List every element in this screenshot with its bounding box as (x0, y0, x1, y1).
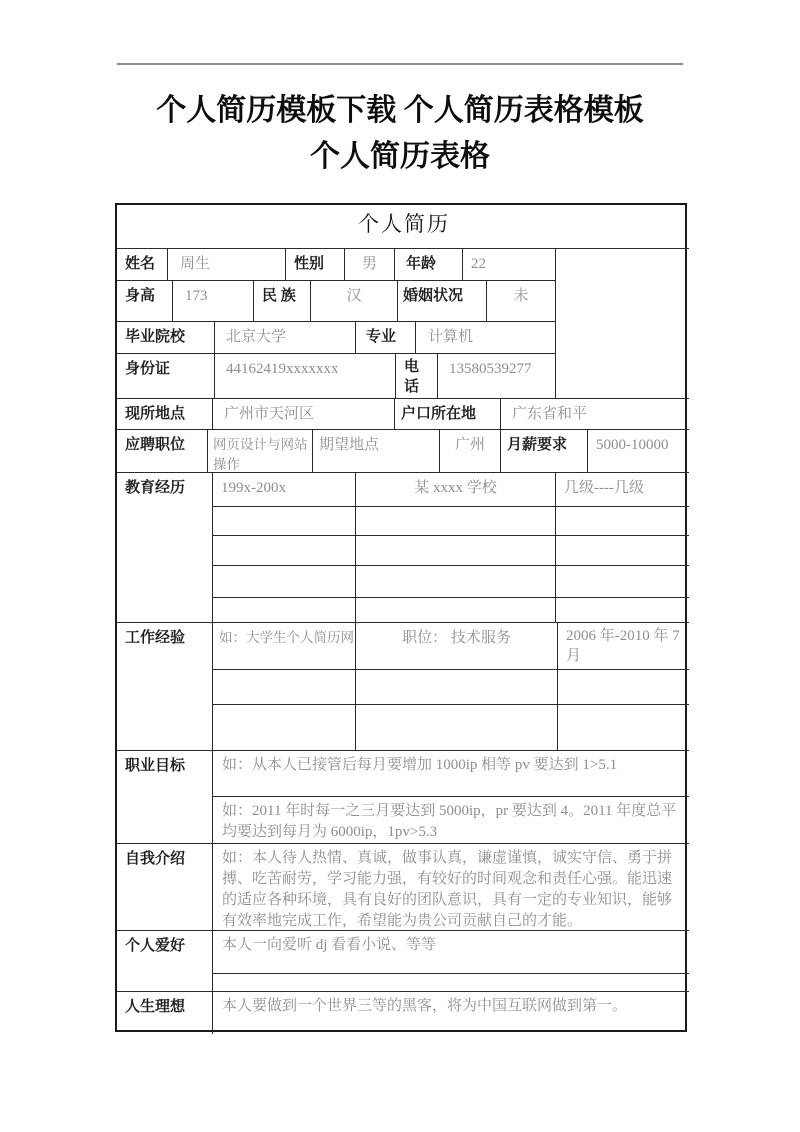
work-empty-cell (355, 704, 557, 750)
ethnic-label: 民 族 (253, 280, 310, 321)
phone-label: 电话 (395, 353, 437, 398)
work-company: 如：大学生个人简历网 (212, 622, 355, 669)
gender-value: 男 (344, 248, 394, 280)
work-empty-cell (557, 669, 689, 704)
horizontal-rule (117, 63, 683, 65)
education-empty-cell (555, 535, 689, 565)
self-intro-label: 自我介绍 (117, 843, 212, 930)
education-empty-cell (212, 597, 355, 622)
work-empty-cell (212, 704, 355, 750)
education-empty-cell (355, 597, 555, 622)
salary-value: 5000-10000 (587, 429, 689, 472)
marital-label: 婚姻状况 (397, 280, 486, 321)
education-label: 教育经历 (117, 472, 212, 622)
school-label: 毕业院校 (117, 321, 214, 353)
empty-cell-top-right (555, 248, 689, 398)
work-label: 工作经验 (117, 622, 212, 750)
education-empty-cell (212, 506, 355, 535)
marital-value: 未 (486, 280, 555, 321)
education-empty-cell (355, 535, 555, 565)
salary-label: 月薪要求 (500, 429, 587, 472)
work-empty-cell (212, 669, 355, 704)
career-goal-line2: 如：2011 年时每一之三月要达到 5000ip，pr 要达到 4。2011 年度总平均要达到每月为 6000ip，1pv>5.3 (212, 796, 689, 843)
age-label: 年龄 (394, 248, 462, 280)
location-value: 广州市天河区 (212, 398, 394, 429)
hobby-label: 个人爱好 (117, 930, 212, 991)
work-period: 2006 年-2010 年 7 月 (557, 622, 689, 669)
expect-location-label: 期望地点 (312, 429, 439, 472)
school-value: 北京大学 (214, 321, 355, 353)
hobby-empty-cell (212, 973, 689, 991)
id-card-value: 44162419xxxxxxx (214, 353, 395, 398)
id-card-label: 身份证 (117, 353, 214, 398)
position-label: 应聘职位 (117, 429, 207, 472)
location-label: 现所地点 (117, 398, 212, 429)
age-value: 22 (462, 248, 555, 280)
education-empty-cell (212, 535, 355, 565)
expect-location-value: 广州 (439, 429, 500, 472)
hobby-text: 本人一向爱听 dj 看看小说、等等 (212, 930, 689, 973)
education-period: 199x-200x (212, 472, 355, 506)
position-value: 网页设计与网站操作 (207, 429, 312, 472)
education-empty-cell (212, 565, 355, 597)
education-empty-cell (555, 506, 689, 535)
education-empty-cell (555, 565, 689, 597)
height-value: 173 (172, 280, 253, 321)
education-school: 某 xxxx 学校 (355, 472, 555, 506)
education-empty-cell (555, 597, 689, 622)
ideal-label: 人生理想 (117, 991, 212, 1034)
resume-table (115, 203, 687, 1032)
doc-title-line2: 个人简历表格 (310, 140, 490, 173)
ideal-text: 本人要做到一个世界三等的黑客，将为中国互联网做到第一。 (212, 991, 689, 1034)
career-goal-label: 职业目标 (117, 750, 212, 843)
major-value: 计算机 (415, 321, 555, 353)
name-value: 周生 (167, 248, 285, 280)
self-intro-text: 如：本人待人热情、真诚，做事认真，谦虚谨慎，诚实守信、勇于拼搏、吃苦耐劳，学习能力强，有较好的时间观念和责任心强。能迅速的适应各种环境，具有良好的团队意识，具有一定的专业知识，能够有效率地完成工作，希望能为贵公司贡献自己的才能。 (212, 843, 689, 930)
major-label: 专业 (355, 321, 415, 353)
registry-value: 广东省和平 (500, 398, 689, 429)
gender-label: 性别 (285, 248, 344, 280)
table-header: 个人简历 (358, 212, 450, 236)
work-position: 职位： 技术服务 (355, 622, 557, 669)
work-empty-cell (355, 669, 557, 704)
work-empty-cell (557, 704, 689, 750)
ethnic-value: 汉 (310, 280, 397, 321)
name-label: 姓名 (117, 248, 167, 280)
height-label: 身高 (117, 280, 172, 321)
education-empty-cell (355, 506, 555, 535)
phone-value: 13580539277 (437, 353, 555, 398)
education-empty-cell (355, 565, 555, 597)
doc-title-line1: 个人简历模板下载 个人简历表格模板 (156, 94, 644, 127)
education-grade: 几级----几级 (555, 472, 689, 506)
career-goal-line1: 如：从本人已接管后每月要增加 1000ip 相等 pv 要达到 1>5.1 (212, 750, 689, 796)
registry-label: 户口所在地 (394, 398, 500, 429)
